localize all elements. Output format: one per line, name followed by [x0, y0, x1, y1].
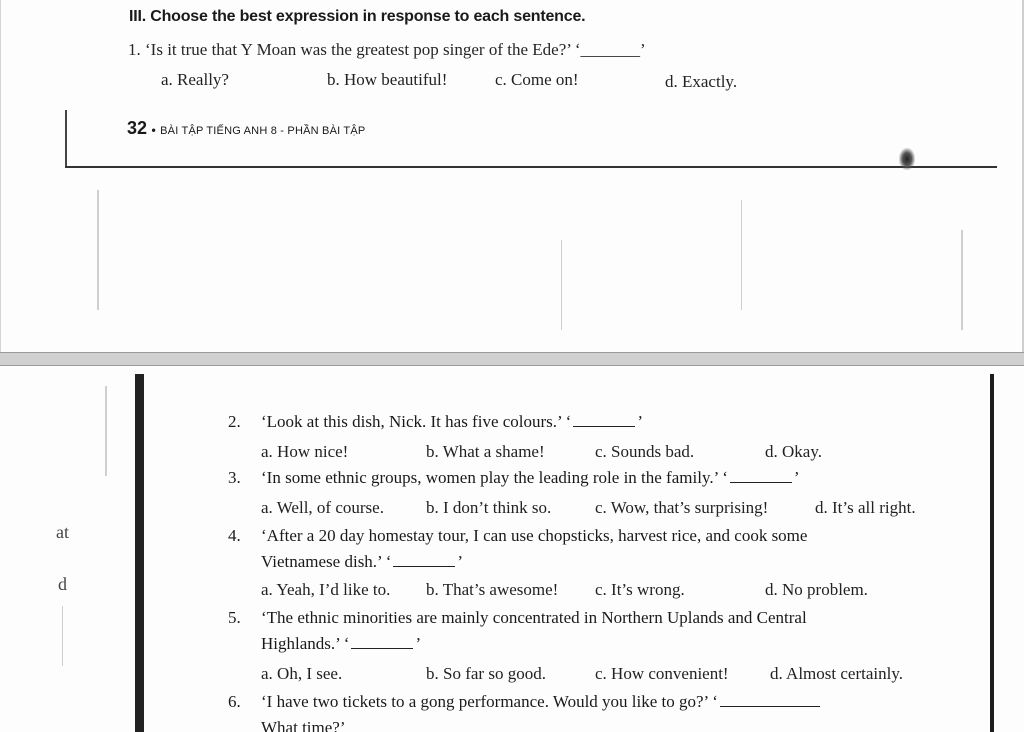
question-1-option-c: c. Come on! [495, 70, 579, 89]
question-5-option-c: c. How convenient! [595, 664, 729, 683]
page-frame-left-rule [65, 110, 67, 167]
page-binding-edge [135, 374, 144, 732]
question-5-option-b: b. So far so good. [426, 664, 546, 683]
question-5-text: ‘The ethnic minorities are mainly concentrated in Northern Uplands and Central [261, 608, 807, 627]
question-2-option-d: d. Okay. [765, 442, 822, 461]
question-2-number: 2. [228, 412, 241, 431]
page-right-edge [990, 374, 994, 732]
question-4-text: ‘After a 20 day homestay tour, I can use chopsticks, harvest rice, and cook some [261, 526, 808, 545]
margin-fragment: at [56, 522, 69, 542]
lower-page-scan [0, 366, 1024, 732]
question-5-number: 5. [228, 608, 241, 627]
question-2-option-b: b. What a shame! [426, 442, 545, 461]
question-1-option-a: a. Really? [161, 70, 229, 89]
question-4-number: 4. [228, 526, 241, 545]
answer-blank [393, 554, 455, 567]
scan-noise [961, 230, 963, 330]
page-bottom-rule [65, 166, 997, 168]
question-3-option-c: c. Wow, that’s surprising! [595, 498, 769, 517]
answer-blank [720, 694, 820, 707]
question-5-text-continued: Highlands.’ ‘ ’ [261, 634, 422, 653]
answer-blank [573, 414, 635, 427]
question-2-text: ‘Look at this dish, Nick. It has five colours.’ ‘ ’ [261, 412, 644, 431]
question-6-text-continued: What time?’ [261, 718, 346, 732]
footer-separator: • [151, 123, 156, 137]
question-4-text-continued: Vietnamese dish.’ ‘ ’ [261, 552, 464, 571]
question-3-option-a: a. Well, of course. [261, 498, 384, 517]
question-4-option-a: a. Yeah, I’d like to. [261, 580, 391, 599]
question-6-number: 6. [228, 692, 241, 711]
ink-smudge [899, 148, 915, 170]
question-2-option-a: a. How nice! [261, 442, 349, 461]
question-4-option-c: c. It’s wrong. [595, 580, 685, 599]
question-1 [128, 40, 646, 60]
book-title: BÀI TẬP TIẾNG ANH 8 - PHẦN BÀI TẬP [160, 125, 366, 137]
margin-fragment: d [58, 574, 67, 594]
question-6-text: ‘I have two tickets to a gong performance. Would you like to go?’ ‘ [261, 692, 822, 712]
question-3-option-b: b. I don’t think so. [426, 498, 552, 517]
question-3-option-d: d. It’s all right. [815, 498, 916, 517]
question-2-option-c: c. Sounds bad. [595, 442, 695, 461]
question-5-option-d: d. Almost certainly. [770, 664, 903, 683]
scan-noise [62, 606, 63, 666]
page-separator [0, 352, 1024, 366]
answer-blank [351, 636, 413, 649]
question-1-text: 1. ‘Is it true that Y Moan was the greatest pop singer of the Ede?’ ‘_______’ [128, 40, 646, 59]
question-4-option-d: d. No problem. [765, 580, 868, 599]
question-3-text: ‘In some ethnic groups, women play the leading role in the family.’ ‘ ’ [261, 468, 800, 487]
answer-blank [730, 470, 792, 483]
scan-noise [105, 386, 107, 476]
question-5-option-a: a. Oh, I see. [261, 664, 343, 683]
page-number: 32 [127, 118, 148, 138]
upper-page-scan [0, 0, 1024, 352]
scan-noise [561, 240, 562, 330]
scan-noise [97, 190, 99, 310]
scan-noise [741, 200, 742, 310]
question-4-option-b: b. That’s awesome! [426, 580, 559, 599]
exercise-heading: III. Choose the best expression in response to each sentence. [129, 8, 586, 25]
question-3-number: 3. [228, 468, 241, 487]
question-1-option-b: b. How beautiful! [327, 70, 448, 89]
question-1-option-d: d. Exactly. [665, 72, 738, 91]
page-footer [127, 118, 365, 139]
